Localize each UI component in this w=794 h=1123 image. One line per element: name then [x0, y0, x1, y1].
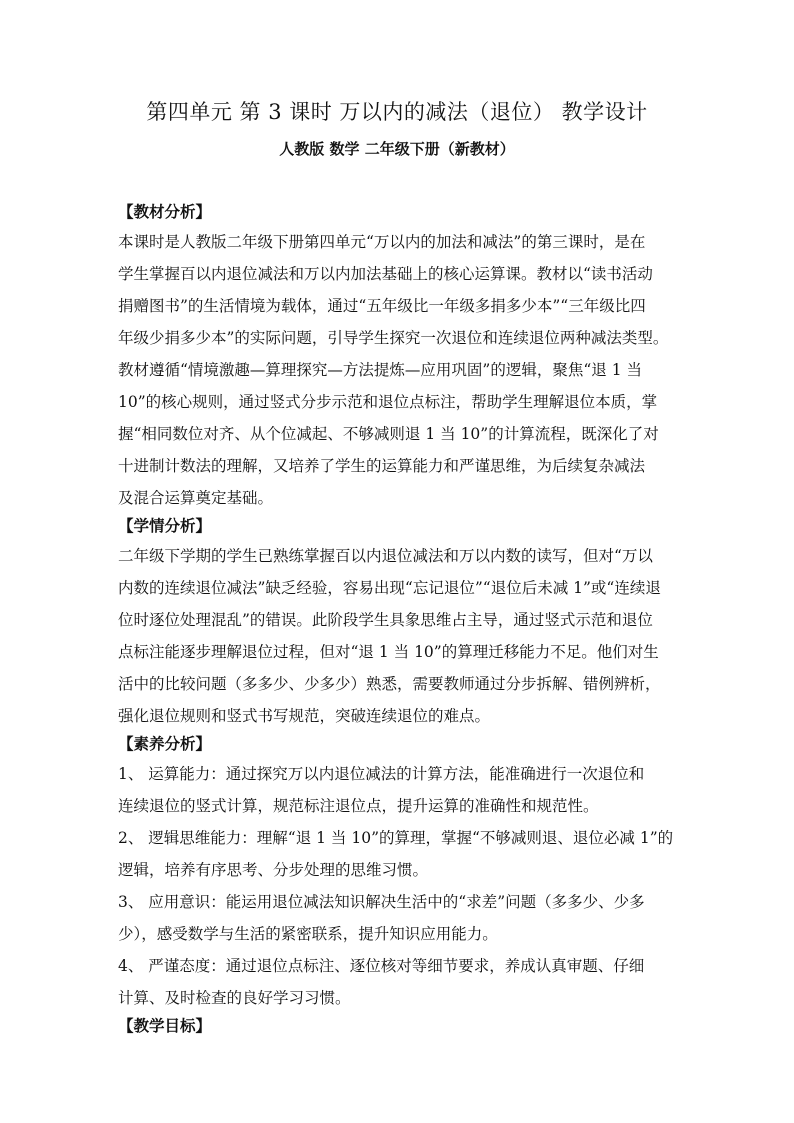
- page-subtitle: 人教版 数学 二年级下册（新教材）: [279, 140, 515, 158]
- paragraph-line: 本课时是人教版二年级下册第四单元“万以内的加法和减法”的第三课时，是在: [118, 233, 646, 251]
- paragraph-line: 年级少捐多少本”的实际问题，引导学生探究一次退位和连续退位两种减法类型。: [118, 329, 669, 347]
- paragraph-line: 位时逐位处理混乱”的错误。此阶段学生具象思维占主导，通过竖式示范和退位: [118, 611, 653, 629]
- paragraph-line: 十进制计数法的理解，又培养了学生的运算能力和严谨思维，为后续复杂减法: [118, 457, 646, 475]
- paragraph-line: 逻辑，培养有序思考、分步处理的思维习惯。: [118, 861, 429, 879]
- paragraph-line: 内数的连续退位减法”缺乏经验，容易出现“忘记退位”“退位后未减 1”或“连续退: [118, 579, 661, 597]
- paragraph-line: 3、 应用意识：能运用退位减法知识解决生活中的“求差”问题（多多少、少多: [118, 893, 645, 911]
- paragraph-line: 连续退位的竖式计算，规范标注退位点，提升运算的准确性和规范性。: [118, 797, 599, 815]
- paragraph-line: 少），感受数学与生活的紧密联系，提升知识应用能力。: [118, 925, 498, 943]
- paragraph-line: 10”的核心规则，通过竖式分步示范和退位点标注，帮助学生理解退位本质，掌: [118, 393, 658, 411]
- paragraph-line: 强化退位规则和竖式书写规范，突破连续退位的难点。: [118, 707, 491, 725]
- paragraph-line: 握“相同数位对齐、从个位减起、不够减则退 1 当 10”的计算流程，既深化了对: [118, 425, 659, 443]
- paragraph-line: 2、 逻辑思维能力：理解“退 1 当 10”的算理，掌握“不够减则退、退位必减 1”的: [118, 829, 674, 847]
- paragraph-line: 教材遵循“情境激趣—算理探究—方法提炼—应用巩固”的逻辑，聚焦“退 1 当: [118, 361, 642, 379]
- paragraph-line: 1、 运算能力：通过探究万以内退位减法的计算方法，能准确进行一次退位和: [118, 765, 645, 783]
- paragraph-line: 学生掌握百以内退位减法和万以内加法基础上的核心运算课。教材以“读书活动: [118, 265, 653, 283]
- paragraph-line: 计算、及时检查的良好学习习惯。: [118, 989, 351, 1007]
- paragraph-line: 捐赠图书”的生活情境为载体，通过“五年级比一年级多捐多少本”“三年级比四: [118, 297, 646, 315]
- paragraph-line: 及混合运算奠定基础。: [118, 489, 274, 507]
- paragraph-line: 点标注能逐步理解退位过程，但对“退 1 当 10”的算理迁移能力不足。他们对生: [118, 643, 659, 661]
- section-heading-competency-analysis: 【素养分析】: [118, 734, 212, 753]
- section-heading-textbook-analysis: 【教材分析】: [118, 202, 212, 221]
- section-heading-student-analysis: 【学情分析】: [118, 516, 212, 535]
- page-title: 第四单元 第 3 课时 万以内的减法（退位） 教学设计: [146, 100, 648, 124]
- paragraph-line: 二年级下学期的学生已熟练掌握百以内退位减法和万以内数的读写，但对“万以: [118, 547, 653, 565]
- paragraph-line: 4、 严谨态度：通过退位点标注、逐位核对等细节要求，养成认真审题、仔细: [118, 957, 645, 975]
- section-heading-teaching-goals: 【教学目标】: [118, 1016, 212, 1035]
- paragraph-line: 活中的比较问题（多多少、少多少）熟悉，需要教师通过分步拆解、错例辨析，: [118, 675, 661, 693]
